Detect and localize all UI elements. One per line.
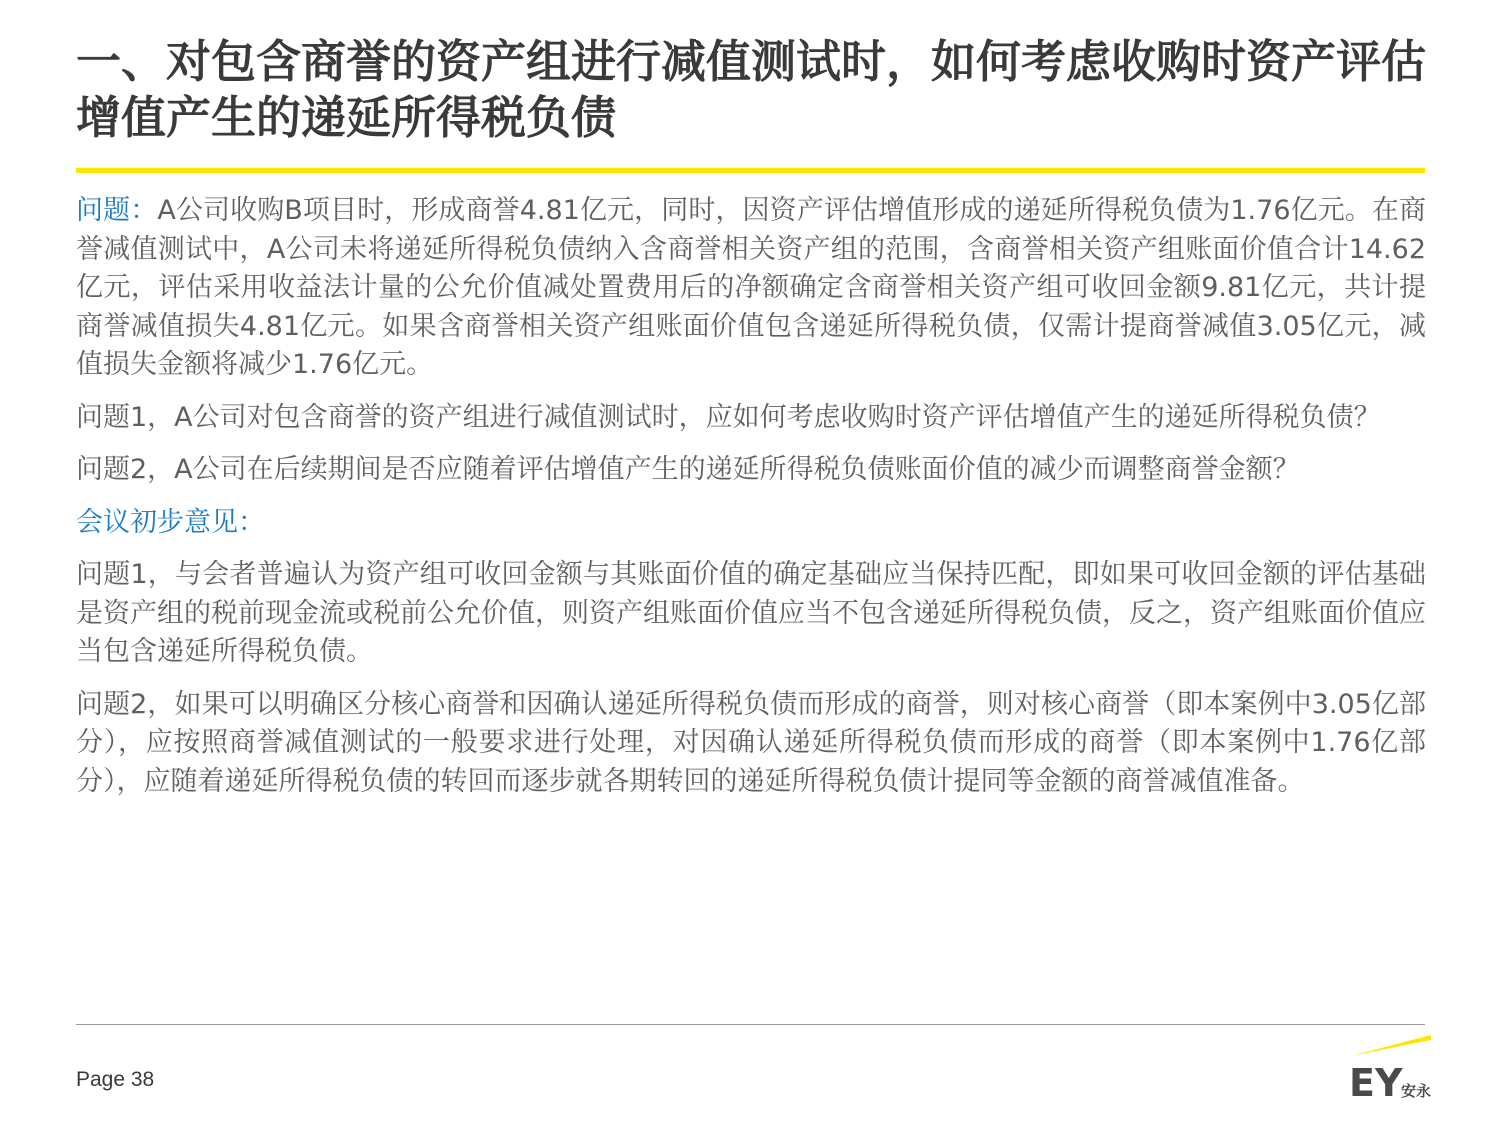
question-label: 问题： (76, 195, 158, 226)
answer-2: 问题2，如果可以明确区分核心商誉和因确认递延所得税负债而形成的商誉，则对核心商誉（即本案例中3.05亿部分），应按照商誉减值测试的一般要求进行处理，对因确认递延所得税负债而形成的商誉（即本案例中1.76亿部分），应随着递延所得税负债的转回而逐步就各期转回的递延所得税负债计提同等金额的商誉减值准备。 (76, 688, 1426, 797)
question-paragraph (76, 192, 1426, 385)
opinion-heading: 会议初步意见： (76, 506, 265, 538)
title-underline (76, 168, 1425, 173)
footer-divider (76, 1024, 1425, 1025)
question-1: 问题1，A公司对包含商誉的资产组进行减值测试时，应如何考虑收购时资产评估增值产生的递延所得税负债？ (76, 401, 1381, 433)
slide-body (76, 192, 1426, 815)
answer-1: 问题1，与会者普遍认为资产组可收回金额与其账面价值的确定基础应当保持匹配，即如果可收回金额的评估基础是资产组的税前现金流或税前公允价值，则资产组账面价值应当不包含递延所得税负债，反之，资产组账面价值应当包含递延所得税负债。 (76, 559, 1426, 667)
ey-logo-beam (1351, 1035, 1431, 1056)
page-title: 一、对包含商誉的资产组进行减值测试时，如何考虑收购时资产评估增值产生的递延所得税负债 (76, 35, 1427, 144)
ey-logo-text: EY (1349, 1061, 1403, 1102)
page-number: Page 38 (76, 1068, 155, 1091)
ey-logo (1345, 1030, 1435, 1102)
ey-logo-subtext: 安永 (1401, 1082, 1432, 1100)
question-2: 问题2，A公司在后续期间是否应随着评估增值产生的递延所得税负债账面价值的减少而调整商誉金额？ (76, 454, 1300, 485)
question-text: A公司收购B项目时，形成商誉4.81亿元，同时，因资产评估增值形成的递延所得税负债为1.76亿元。在商誉减值测试中，A公司未将递延所得税负债纳入含商誉相关资产组的范围，含商誉相关资产组账面价值合计14.62亿元，评估采用收益法计量的公允价值减处置费用后的净额确定含商誉相关资产组可收回金额9.81亿元，共计提商誉减值损失4.81亿元。如果含商誉相关资产组账面价值包含递延所得税负债，仅需计提商誉减值3.05亿元，减值损失金额将减少1.76亿元。 (76, 195, 1426, 380)
